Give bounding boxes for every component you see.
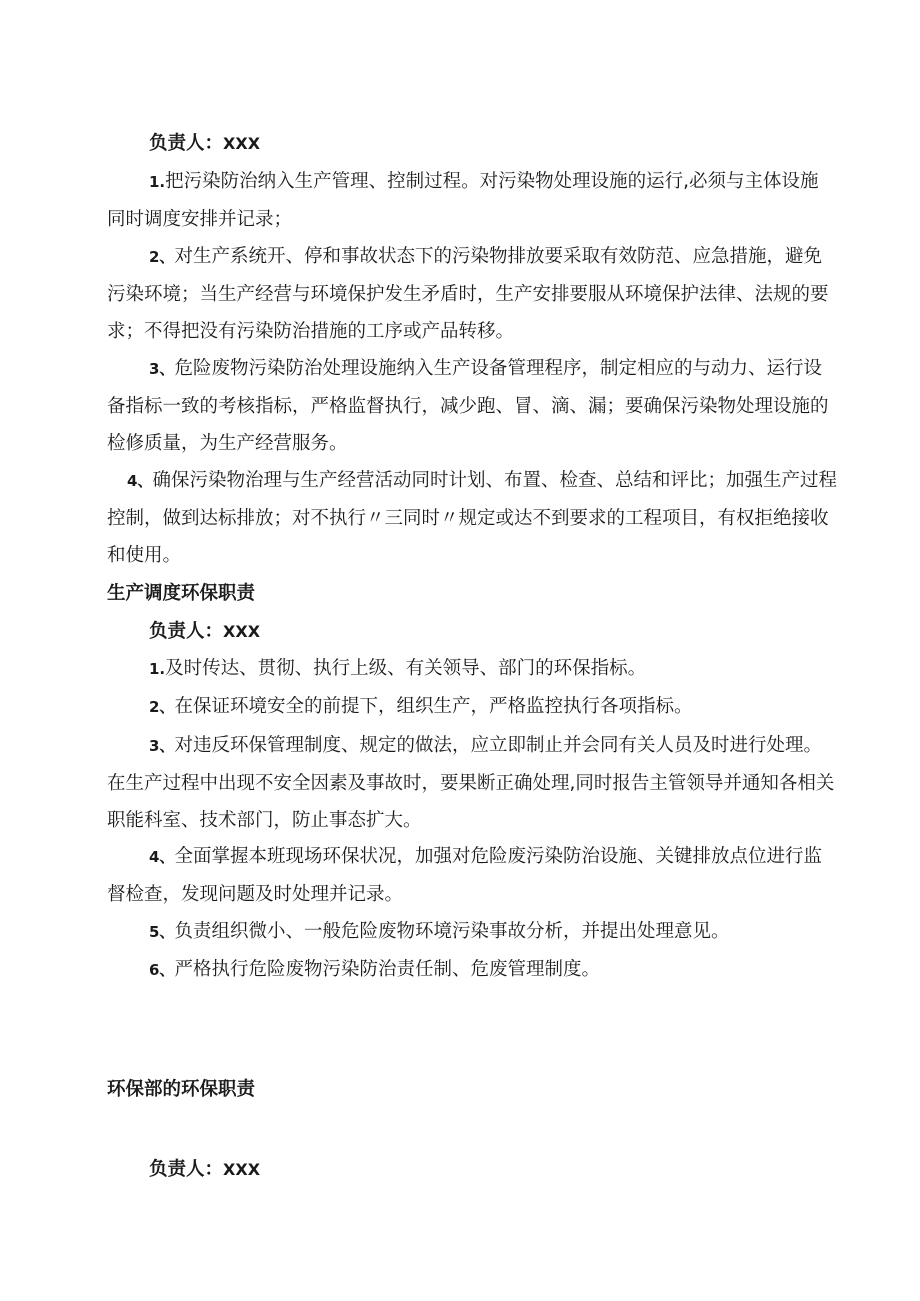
section-title: 生产调度环保职责 [107, 583, 256, 604]
responsible-name: XXX [223, 1160, 261, 1179]
responsible-person-2 [149, 613, 260, 650]
responsible-label: 负责人： [149, 621, 224, 642]
duty-item: 1.及时传达、贯彻、执行上级、有关领导、部门的环保指标。 [149, 658, 647, 679]
duty-item: 3、对违反环保管理制度、规定的做法，应立即制止并会同有关人员及时进行处理。在生产过程中出现不安全因素及事故时，要果断正确处理,同时报告主管领导并通知各相关职能科室、技术部门，防止事态扩大。 [107, 735, 835, 831]
duty-item: 1.把污染防治纳入生产管理、控制过程。对污染物处理设施的运行,必须与主体设施同时调度安排并记录； [107, 171, 819, 230]
responsible-name: XXX [223, 622, 261, 641]
duty-item: 6、严格执行危险废物污染防治责任制、危废管理制度。 [149, 959, 600, 980]
responsible-name: XXX [223, 134, 261, 153]
section-title: 环保部的环保职责 [107, 1079, 256, 1100]
duty-item: 2、在保证环境安全的前提下，组织生产，严格监控执行各项指标。 [149, 696, 693, 717]
duty-item: 4、确保污染物治理与生产经营活动同时计划、布置、检查、总结和评比；加强生产过程控制，做到达标排放；对不执行〃三同时〃规定或达不到要求的工程项目，有权拒绝接收和使用。 [107, 470, 837, 566]
responsible-label: 负责人： [149, 133, 224, 154]
duty-item: 2、对生产系统开、停和事故状态下的污染物排放要采取有效防范、应急措施，避免污染环境；当生产经营与环境保护发生矛盾时，生产安排要服从环境保护法律、法规的要求；不得把没有污染防治措施的工序或产品转移。 [107, 246, 829, 342]
responsible-label: 负责人： [149, 1159, 224, 1180]
duty-item: 5、负责组织微小、一般危险废物环境污染事故分析，并提出处理意见。 [149, 921, 730, 942]
responsible-person-3 [149, 1151, 260, 1188]
duty-item: 3、危险废物污染防治处理设施纳入生产设备管理程序，制定相应的与动力、运行设备指标一致的考核指标，严格监督执行，减少跑、冒、滴、漏；要确保污染物处理设施的检修质量，为生产经营服务。 [107, 358, 829, 454]
responsible-person-1 [149, 125, 260, 162]
duty-item: 4、全面掌握本班现场环保状况，加强对危险废污染防治设施、关键排放点位进行监督检查，发现问题及时处理并记录。 [107, 846, 822, 905]
